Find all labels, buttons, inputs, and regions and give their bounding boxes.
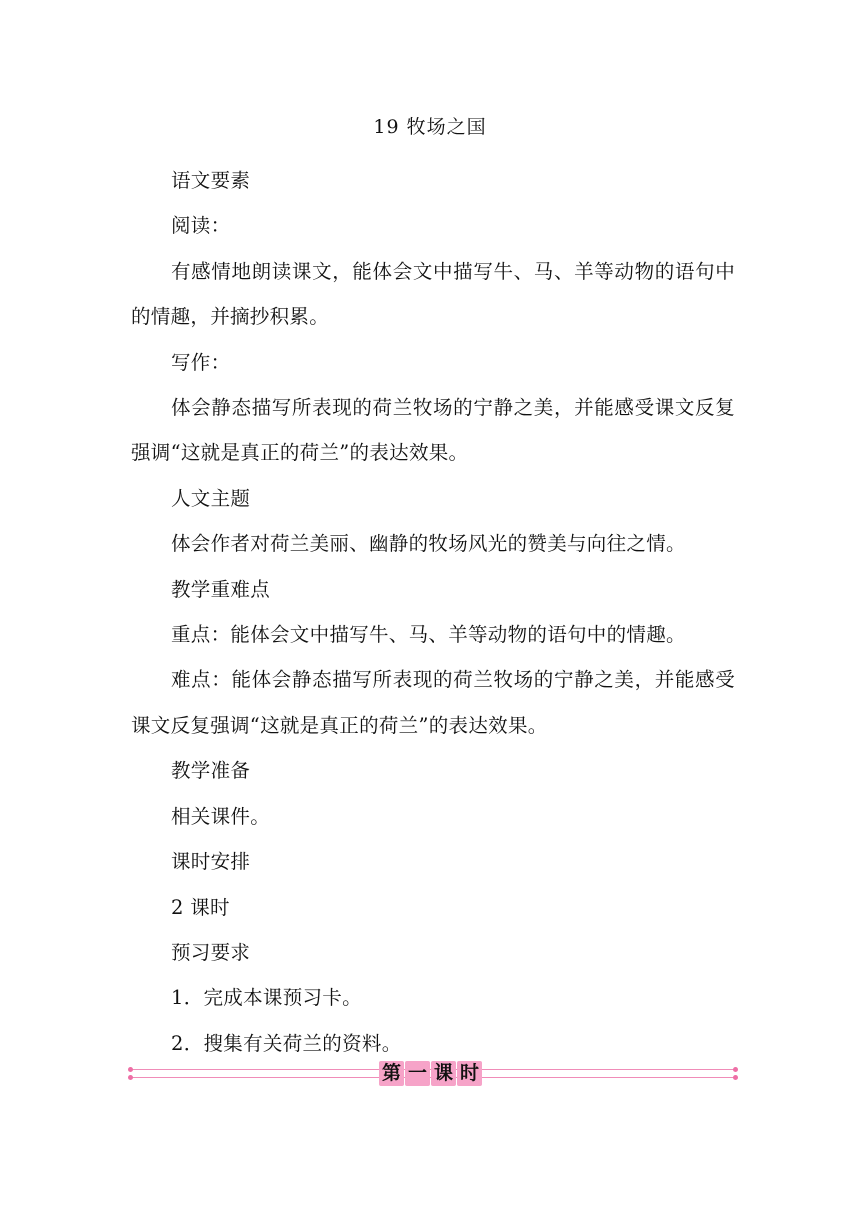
banner-char: 一 bbox=[405, 1061, 430, 1086]
preview-item-2: 2．搜集有关荷兰的资料。 bbox=[171, 1031, 402, 1055]
heading-teaching-preparation: 教学准备 bbox=[171, 759, 251, 783]
banner-char: 第 bbox=[379, 1061, 404, 1086]
divider-dot-icon bbox=[128, 1067, 133, 1072]
label-writing: 写作： bbox=[171, 350, 231, 374]
key-point-text: 重点：能体会文中描写牛、马、羊等动物的语句中的情趣。 bbox=[171, 623, 686, 647]
banner-char: 课 bbox=[431, 1061, 456, 1086]
divider-dot-icon bbox=[733, 1067, 738, 1072]
banner-char: 时 bbox=[457, 1061, 482, 1086]
reading-objective: 有感情地朗读课文，能体会文中描写牛、马、羊等动物的语句中的情趣，并摘抄积累。 bbox=[131, 259, 735, 329]
heading-humanistic-theme: 人文主题 bbox=[171, 486, 251, 510]
section-banner-first-lesson bbox=[379, 1061, 482, 1086]
heading-schedule: 课时安排 bbox=[171, 850, 251, 874]
lesson-title: 19 牧场之国 bbox=[373, 116, 487, 138]
section-divider bbox=[127, 1060, 739, 1088]
teaching-preparation-text: 相关课件。 bbox=[171, 804, 271, 828]
heading-key-points: 教学重难点 bbox=[171, 577, 271, 601]
writing-objective: 体会静态描写所表现的荷兰牧场的宁静之美，并能感受课文反复强调“这就是真正的荷兰”的表达效果。 bbox=[131, 396, 735, 465]
label-reading: 阅读： bbox=[171, 214, 231, 238]
heading-preview-requirements: 预习要求 bbox=[171, 940, 251, 964]
humanistic-theme-text: 体会作者对荷兰美丽、幽静的牧场风光的赞美与向往之情。 bbox=[171, 532, 686, 556]
schedule-text: 2 课时 bbox=[171, 895, 230, 919]
divider-dot-icon bbox=[733, 1075, 738, 1080]
lesson-body bbox=[131, 158, 735, 1066]
preview-item-1: 1．完成本课预习卡。 bbox=[171, 986, 362, 1010]
heading-language-elements: 语文要素 bbox=[171, 169, 251, 192]
difficult-point-text: 难点：能体会静态描写所表现的荷兰牧场的宁静之美，并能感受课文反复强调“这就是真正的荷兰”的表达效果。 bbox=[131, 668, 735, 737]
divider-dot-icon bbox=[128, 1075, 133, 1080]
